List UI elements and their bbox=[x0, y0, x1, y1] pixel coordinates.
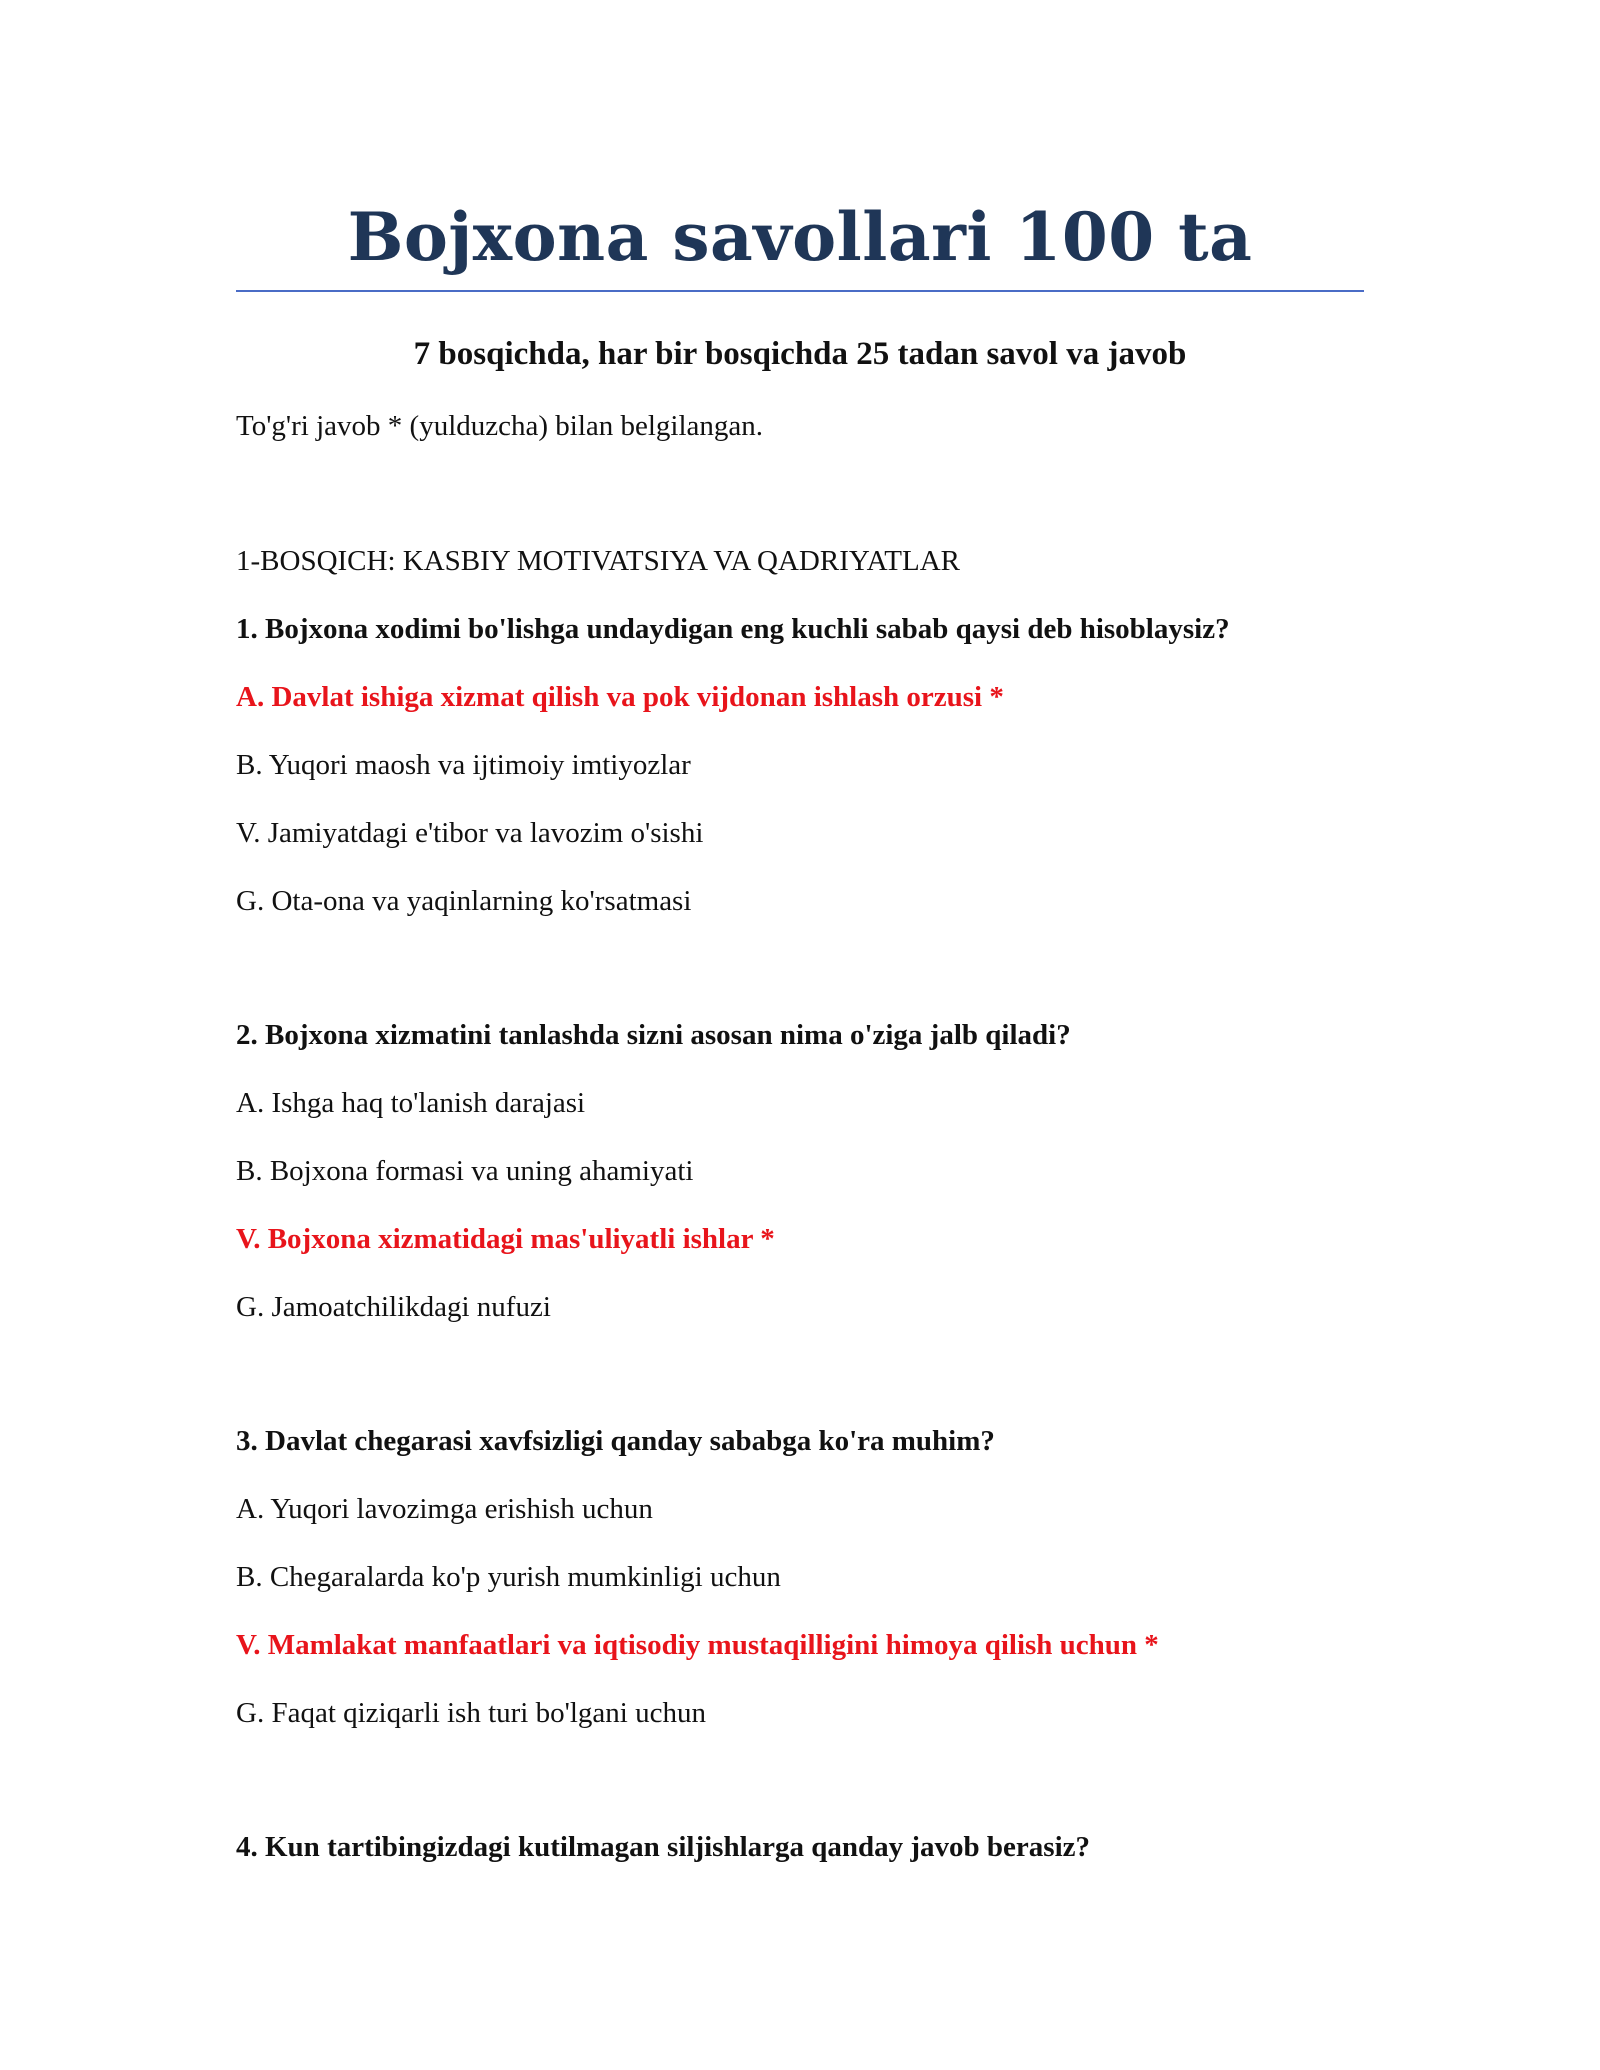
question-2-option-g: G. Jamoatchilikdagi nufuzi bbox=[236, 1291, 551, 1323]
question-4: 4. Kun tartibingizdagi kutilmagan siljishlarga qanday javob berasiz? bbox=[236, 1831, 1091, 1863]
question-3-option-b: B. Chegaralarda ko'p yurish mumkinligi uchun bbox=[236, 1561, 781, 1593]
question-1-option-g: G. Ota-ona va yaqinlarning ko'rsatmasi bbox=[236, 885, 692, 917]
question-2-option-b: B. Bojxona formasi va uning ahamiyati bbox=[236, 1155, 694, 1187]
title-underline-divider bbox=[236, 290, 1364, 292]
question-1: 1. Bojxona xodimi bo'lishga undaydigan eng kuchli sabab qaysi deb hisoblaysiz? bbox=[236, 613, 1230, 645]
question-3-option-v-correct: V. Mamlakat manfaatlari va iqtisodiy mustaqilligini himoya qilish uchun * bbox=[236, 1629, 1159, 1661]
answer-key-note: To'g'ri javob * (yulduzcha) bilan belgilangan. bbox=[236, 410, 764, 442]
question-1-option-a-correct: A. Davlat ishiga xizmat qilish va pok vijdonan ishlash orzusi * bbox=[236, 681, 1004, 713]
question-1-option-v: V. Jamiyatdagi e'tibor va lavozim o'sishi bbox=[236, 817, 704, 849]
question-3: 3. Davlat chegarasi xavfsizligi qanday sababga ko'ra muhim? bbox=[236, 1425, 995, 1457]
question-2: 2. Bojxona xizmatini tanlashda sizni asosan nima o'ziga jalb qiladi? bbox=[236, 1019, 1071, 1051]
section-heading: 1-BOSQICH: KASBIY MOTIVATSIYA VA QADRIYATLAR bbox=[236, 545, 961, 577]
question-3-option-a: A. Yuqori lavozimga erishish uchun bbox=[236, 1493, 653, 1525]
question-3-option-g: G. Faqat qiziqarli ish turi bo'lgani uchun bbox=[236, 1697, 706, 1729]
question-1-option-b: B. Yuqori maosh va ijtimoiy imtiyozlar bbox=[236, 749, 691, 781]
page-title: Bojxona savollari 100 ta bbox=[347, 198, 1253, 276]
question-2-option-a: A. Ishga haq to'lanish darajasi bbox=[236, 1087, 586, 1119]
question-2-option-v-correct: V. Bojxona xizmatidagi mas'uliyatli ishlar * bbox=[236, 1223, 775, 1255]
page-subtitle: 7 bosqichda, har bir bosqichda 25 tadan savol va javob bbox=[413, 336, 1187, 372]
